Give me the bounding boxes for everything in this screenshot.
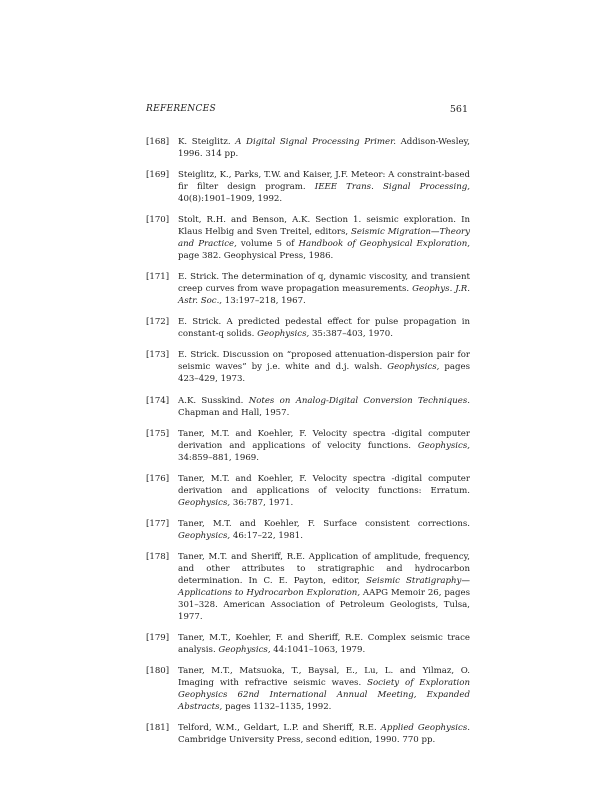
reference-number: [169] xyxy=(146,170,170,181)
reference-segment: E. Strick. A predicted pedestal effect for pulse propagation in constant-q solids. xyxy=(178,317,470,340)
reference-title: Society of Exploration Geophysics 62nd International Annual Meeting, Expanded Abstracts, xyxy=(178,678,470,713)
reference-title: Seismic Stratigraphy—Applications to Hydrocarbon Exploration, xyxy=(178,575,470,598)
reference-entry xyxy=(146,428,470,464)
reference-text xyxy=(178,519,470,541)
reference-segment: pages 423–429, 1973. xyxy=(178,362,470,385)
reference-segment: Taner, M.T. and Koehler, F. Surface consistent corrections. xyxy=(178,518,470,529)
reference-number: [168] xyxy=(146,137,170,147)
reference-segment: Taner, M.T. and Sheriff, R.E. Application of amplitude, frequency, and other attributes to stratigraphic and hydrocarbon determination. In C. E. Payton, editor, xyxy=(178,551,470,586)
reference-segment: AAPG Memoir 26, pages 301–328. American Association of Petroleum Geologists, Tulsa, 1977. xyxy=(178,587,470,622)
reference-title: A Digital Signal Processing Primer. xyxy=(235,137,396,147)
reference-text xyxy=(178,215,470,261)
reference-text xyxy=(178,317,470,339)
reference-number: [173] xyxy=(146,350,170,361)
reference-segment: pages 1132–1135, 1992. xyxy=(222,702,332,713)
reference-title: Geophysics, xyxy=(178,530,231,541)
reference-number: [181] xyxy=(146,723,170,734)
reference-number: [175] xyxy=(146,428,170,439)
reference-title: Geophysics, xyxy=(417,440,470,451)
page-header xyxy=(146,104,468,120)
reference-segment: 46:17–22, 1981. xyxy=(230,530,303,541)
reference-text xyxy=(178,666,470,712)
reference-segment: Chapman and Hall, 1957. xyxy=(178,407,290,418)
reference-segment: 40(8):1901–1909, 1992. xyxy=(178,194,283,205)
reference-number: [170] xyxy=(146,215,170,226)
reference-segment: 36:787, 1971. xyxy=(230,497,294,508)
reference-title: Notes on Analog-Digital Conversion Techniques. xyxy=(248,395,470,406)
reference-segment: Taner, M.T., Matsuoka, T., Baysal, E., Lu, L. and Yilmaz, O. Imaging with refractive seismic waves. xyxy=(178,666,470,689)
reference-entry xyxy=(146,214,470,262)
reference-number: [180] xyxy=(146,666,170,677)
reference-text xyxy=(178,170,470,204)
reference-text xyxy=(178,552,470,622)
reference-number: [179] xyxy=(146,633,170,644)
reference-title: Geophysics, xyxy=(218,645,271,656)
page-number: 561 xyxy=(449,104,468,115)
reference-segment: Taner, M.T. and Koehler, F. Velocity spectra -digital computer derivation and applications of velocity functions: Erratum. xyxy=(178,473,470,496)
reference-segment: volume 5 of xyxy=(236,239,299,250)
reference-number: [178] xyxy=(146,551,170,562)
reference-text xyxy=(178,474,470,508)
reference-entry xyxy=(146,632,470,656)
reference-text xyxy=(178,723,470,745)
reference-segment: Cambridge University Press, second edition, 1990. 770 pp. xyxy=(178,735,436,746)
reference-text xyxy=(178,429,470,463)
reference-entry xyxy=(146,271,470,307)
reference-number: [176] xyxy=(146,473,170,484)
reference-title: Handbook of Geophysical Exploration, xyxy=(298,239,470,250)
reference-entry xyxy=(146,395,470,419)
reference-title: Geophysics, xyxy=(387,362,440,373)
reference-segment: 44:1041–1063, 1979. xyxy=(270,645,366,656)
reference-entry xyxy=(146,518,470,542)
reference-number: [172] xyxy=(146,317,170,328)
reference-segment: A.K. Susskind. xyxy=(178,395,249,406)
reference-segment: 35:387–403, 1970. xyxy=(309,329,393,340)
reference-number: [171] xyxy=(146,272,170,283)
reference-entry xyxy=(146,169,470,205)
reference-segment: Addison-Wesley, 1996. 314 pp. xyxy=(178,137,470,159)
reference-segment: Telford, W.M., Geldart, L.P. and Sheriff, R.E. xyxy=(178,723,381,734)
reference-segment: 13:197–218, 1967. xyxy=(222,296,306,307)
reference-segment: Stolt, R.H. and Benson, A.K. Section 1. seismic exploration. In Klaus Helbig and Sven Treitel, editors, xyxy=(178,215,470,238)
reference-title: Geophysics, xyxy=(178,497,231,508)
reference-segment: page 382. Geophysical Press, 1986. xyxy=(178,251,334,262)
reference-text xyxy=(178,137,470,159)
reference-title: Geophysics, xyxy=(257,329,310,340)
reference-text xyxy=(178,272,470,306)
reference-text xyxy=(178,396,470,418)
reference-entry xyxy=(146,316,470,340)
running-head: REFERENCES xyxy=(146,104,217,114)
reference-segment: E. Strick. Discussion on “proposed attenuation-dispersion pair for seismic waves” by j.e. white and d.j. walsh. xyxy=(178,350,470,373)
reference-entry xyxy=(146,349,470,385)
reference-title: IEEE Trans. Signal Processing, xyxy=(314,182,470,193)
reference-title: Geophys. J.R. Astr. Soc., xyxy=(178,284,470,307)
reference-title: Seismic Migration—Theory and Practice, xyxy=(178,227,470,250)
reference-entry xyxy=(146,722,470,746)
reference-title: Applied Geophysics. xyxy=(380,723,470,734)
reference-text xyxy=(178,350,470,384)
reference-entry xyxy=(146,473,470,509)
reference-number: [174] xyxy=(146,395,170,406)
reference-segment: Taner, M.T., Koehler, F. and Sheriff, R.E. Complex seismic trace analysis. xyxy=(178,633,470,656)
reference-entry xyxy=(146,551,470,623)
reference-segment: Taner, M.T. and Koehler, F. Velocity spectra -digital computer derivation and applications of velocity functions. xyxy=(178,428,470,451)
reference-segment: 34:859–881, 1969. xyxy=(178,452,259,463)
reference-entry xyxy=(146,665,470,713)
reference-segment: K. Steiglitz. xyxy=(178,137,236,147)
reference-text xyxy=(178,633,470,655)
reference-list xyxy=(146,136,470,755)
reference-number: [177] xyxy=(146,518,170,529)
reference-segment: E. Strick. The determination of q, dynamic viscosity, and transient creep curves from wave propagation measurements. xyxy=(178,272,470,295)
reference-segment: Steiglitz, K., Parks, T.W. and Kaiser, J.F. Meteor: A constraint-based fir filter design program. xyxy=(178,170,470,193)
reference-entry xyxy=(146,136,470,160)
